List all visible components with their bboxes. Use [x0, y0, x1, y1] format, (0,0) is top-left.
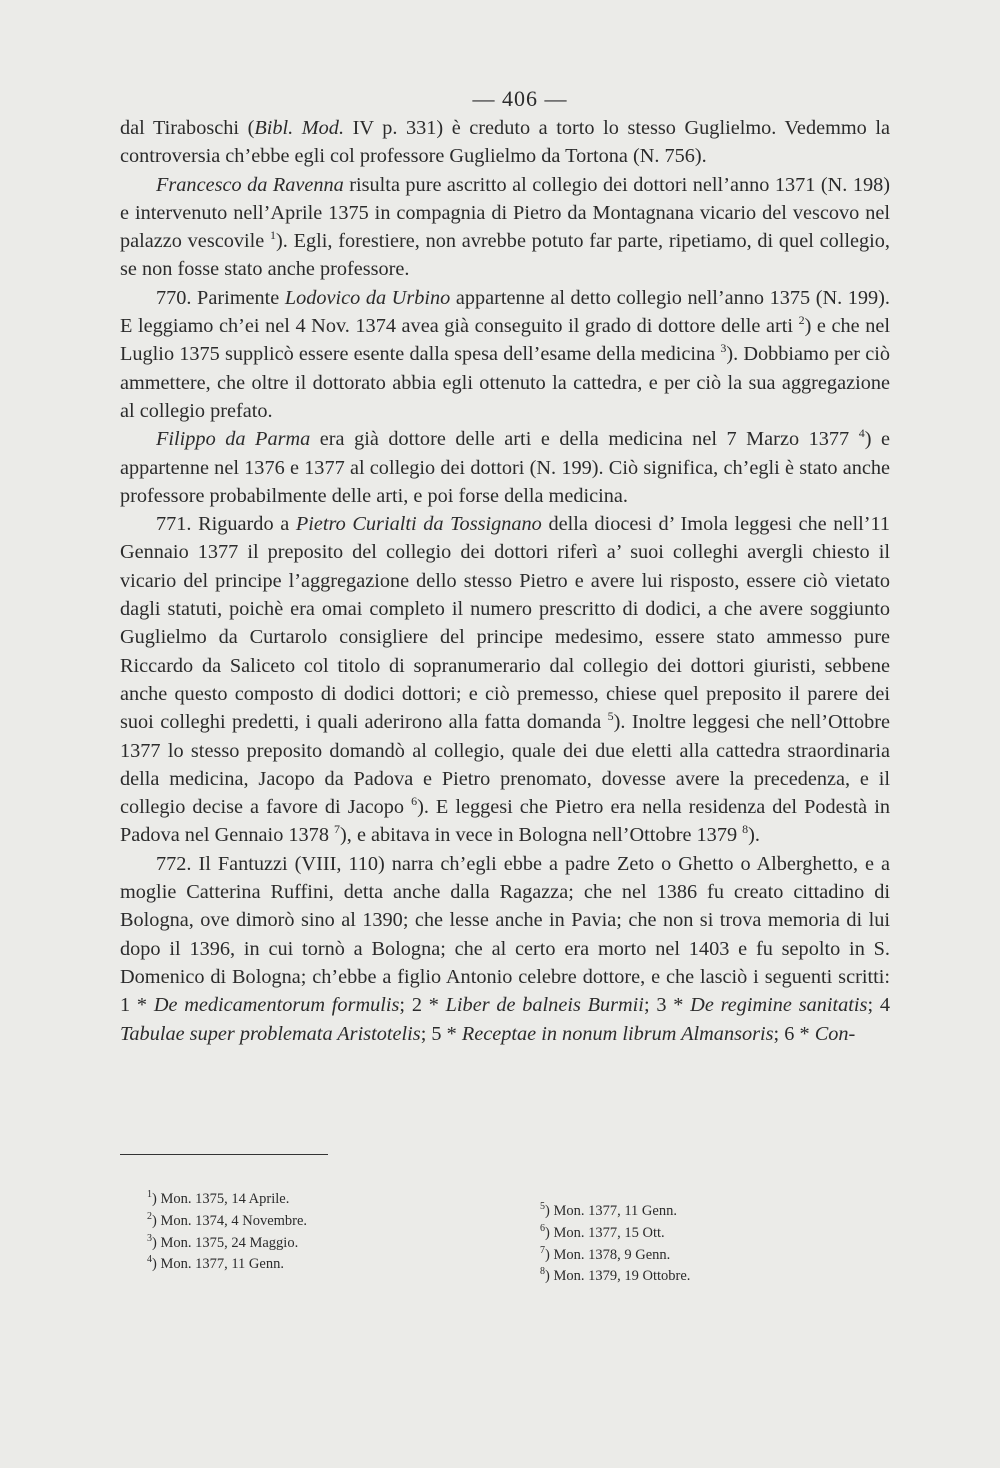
paragraph: 770. Parimente Lodovico da Urbino appartenne al detto collegio nell’anno 1375 (N. 199). E leggiamo ch’ei nel 4 Nov. 1374 avea già conseguito il grado di dottore delle arti $^2$) e che nel Luglio 1375 supplicò essere esente dalla spesa dell’esame della medicina $^3$). Dobbiamo per ciò ammettere, che oltre il dottorato abbia egli ottenuto la cattedra, e per ciò la sua aggregazione al collegio prefato.: [120, 286, 891, 422]
body-text: [120, 114, 890, 1048]
paragraph: 772. Il Fantuzzi (VIII, 110) narra ch’egli ebbe a padre Zeto o Ghetto o Alberghetto, e a moglie Catterina Ruffini, detta anche dalla Ragazza; che nel 1386 fu creato cittadino di Bologna, ove dimorò sino al 1390; che lesse anche in Pavia; che non si trova memoria di lui dopo il 1396, in cui tornò a Bologna; che al certo era morto nel 1403 e fu sepolto in S. Domenico di Bologna; ch’ebbe a figlio Antonio celebre dottore, e che lasciò i seguenti scritti: 1 * De medicamentorum formulis; 2 * Liber de balneis Burmii; 3 * De regimine sanitatis; 4 Tabulae super problemata Aristotelis; 5 * Receptae in nonum librum Almansoris; 6 * Con-: [120, 852, 890, 1045]
footnote: [540, 1198, 690, 1220]
footnote-text: ) Mon. 1377, 11 Genn.: [545, 1202, 677, 1219]
footnote-mark: 7: [540, 1244, 545, 1256]
footnote: [540, 1242, 690, 1264]
paragraph: Filippo da Parma era già dottore delle arti e della medicina nel 7 Marzo 1377 $^4$) e appartenne nel 1376 e 1377 al collegio dei dottori (N. 199). Ciò significa, ch’egli è stato anche professore probabilmente delle arti, e poi forse della medicina.: [120, 426, 890, 507]
footnotes-left-column: [147, 1186, 307, 1273]
footnote: [147, 1208, 307, 1230]
footnote-mark: 6: [540, 1222, 545, 1234]
footnote-text: ) Mon. 1377, 15 Ott.: [545, 1224, 665, 1241]
footnote-text: ) Mon. 1379, 19 Ottobre.: [545, 1268, 691, 1285]
footnote-mark: 2: [147, 1210, 152, 1222]
footnotes-right-column: [540, 1198, 690, 1285]
footnote-mark: 1: [147, 1189, 152, 1200]
footnote: [147, 1186, 307, 1208]
paragraph: 771. Riguardo a Pietro Curialti da Tossignano della diocesi d’ Imola leggesi che nell’11 Gennaio 1377 il preposito del collegio dei dottori riferì a’ suoi colleghi avergli chiesto il vicario del principe l’aggregazione dello stesso Pietro e avere lui risposto, essere ciò vietato dagli statuti, poichè era omai completo il numero prescritto di dodici, a che avere soggiunto Guglielmo da Curtarolo consigliere del principe medesimo, essere stato ammesso pure Riccardo da Saliceto col titolo di sopranumerario dal collegio dei dottori giuristi, sebbene anche questo composto di dodici dottori; e ciò premesso, chiese quel preposito il parere dei suoi colleghi predetti, i quali aderirono alla fatta domanda $^5$). Inoltre leggesi che nell’Ottobre 1377 lo stesso preposito domandò al collegio, quale dei due eletti alla cattedra straordinaria della medicina, Jacopo da Padova e Pietro prenomato, dovesse avere la precedenza, e il collegio decise a favore di Jacopo $^6$). E leggesi che Pietro era nella residenza del Podestà in Padova nel Gennaio 1378 $^7$), e abitava in vece in Bologna nell’Ottobre 1379 $^8$).: [120, 513, 890, 847]
footnote-divider: [120, 1154, 328, 1155]
footnote-text: ) Mon. 1375, 24 Maggio.: [152, 1234, 299, 1251]
footnote-text: ) Mon. 1378, 9 Genn.: [545, 1246, 671, 1263]
paragraph: dal Tiraboschi (Bibl. Mod. IV p. 331) è creduto a torto lo stesso Guglielmo. Vedemmo la controversia ch’ebbe egli col professore Guglielmo da Tortona (N. 756).: [120, 117, 890, 168]
footnote-text: ) Mon. 1374, 4 Novembre.: [152, 1212, 308, 1229]
footnote-mark: 8: [540, 1266, 545, 1278]
footnote: [147, 1251, 307, 1273]
footnote-mark: 3: [147, 1232, 152, 1244]
footnote-text: ) Mon. 1377, 11 Genn.: [152, 1256, 284, 1273]
page-number: — 406 —: [472, 86, 568, 111]
footnote: [147, 1230, 307, 1252]
footnote-mark: 5: [540, 1201, 545, 1212]
footnote-text: ) Mon. 1375, 14 Aprile.: [152, 1190, 290, 1207]
footnote: [540, 1263, 690, 1285]
paragraph: Francesco da Ravenna risulta pure ascritto al collegio dei dottori nell’anno 1371 (N. 198) e intervenuto nell’Aprile 1375 in compagnia di Pietro da Montagnana vicario del vescovo nel palazzo vescovile $^1$). Egli, forestiere, non avrebbe potuto far parte, ripetiamo, di quel collegio, se non fosse stato anche professore.: [120, 173, 890, 281]
footnote-mark: 4: [147, 1254, 152, 1266]
footnote: [540, 1220, 690, 1242]
